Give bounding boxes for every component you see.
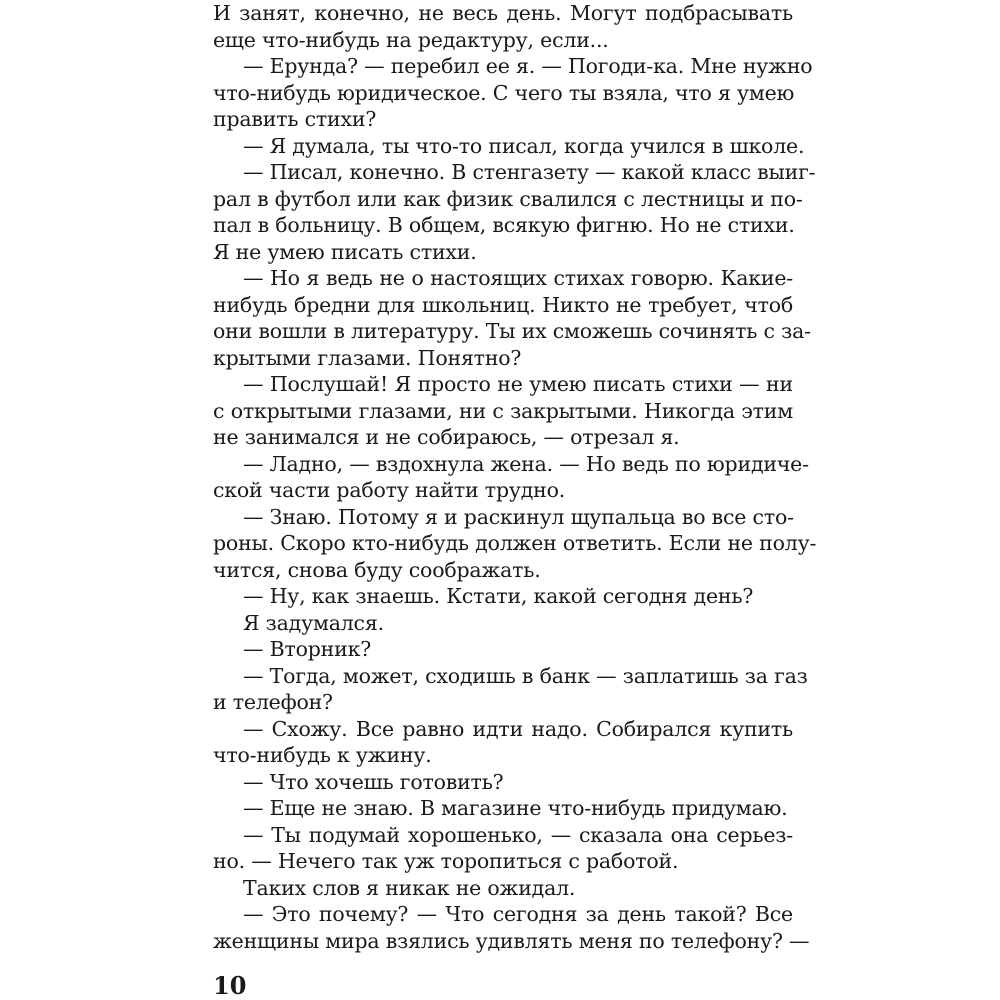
text-line: — Писал, конечно. В стенгазету — какой класс выиг-	[243, 160, 816, 184]
text-line: — Ну, как знаешь. Кстати, какой сегодня день?	[243, 584, 754, 608]
text-line: они вошли в литературу. Ты их сможешь сочинять с за-	[213, 319, 811, 343]
text-line: что-нибудь юридическое. С чего ты взяла, что я умею	[213, 80, 795, 105]
text-line: но. — Нечего так уж торопиться с работой.	[213, 849, 679, 873]
text-line: чится, снова буду соображать.	[213, 557, 541, 582]
text-line: — Еще не знаю. В магазине что-нибудь придумаю.	[243, 796, 788, 820]
text-line: с открытыми глазами, ни с закрытыми. Никогда этим	[213, 398, 793, 423]
text-line: — Схожу. Все равно идти надо. Собирался купить	[243, 716, 793, 741]
text-line: — Я думала, ты что-то писал, когда учился в школе.	[243, 133, 805, 158]
text-line: и телефон?	[213, 690, 333, 714]
text-line: что-нибудь к ужину.	[213, 743, 432, 767]
body-text	[213, 0, 817, 954]
text-line: Я задумался.	[243, 610, 384, 635]
text-line: женщины мира взялись удивлять меня по телефону? —	[213, 928, 810, 953]
text-line: — Знаю. Потому я и раскинул щупальца во все сто-	[243, 504, 794, 529]
text-line: Таких слов я никак не ожидал.	[243, 875, 576, 900]
text-line: править стихи?	[213, 107, 377, 131]
text-line: роны. Скоро кто-нибудь должен ответить. Если не полу-	[213, 531, 817, 555]
text-line: И занят, конечно, не весь день. Могут подбрасывать	[213, 1, 793, 25]
text-line: — Послушай! Я просто не умею писать стихи — ни	[243, 372, 793, 396]
text-line: не занимался и не собираюсь, — отрезал я.	[213, 425, 680, 449]
text-line: — Ерунда? — перебил ее я. — Погоди-ка. Мне нужно	[243, 54, 813, 78]
text-line: Я не умею писать стихи.	[213, 239, 477, 264]
text-line: крытыми глазами. Понятно?	[213, 345, 522, 370]
text-line: рал в футбол или как физик свалился с лестницы и по-	[213, 186, 803, 211]
text-line: — Ладно, — вздохнула жена. — Но ведь по юридиче-	[243, 451, 809, 476]
text-line: — Тогда, может, сходишь в банк — заплатишь за газ	[243, 663, 808, 688]
text-line: еще что-нибудь на редактуру, если...	[213, 27, 609, 52]
text-line: — Ты подумай хорошенько, — сказала она серьез-	[243, 822, 793, 847]
text-line: ской части работу найти трудно.	[213, 478, 566, 502]
text-line: — Что хочешь готовить?	[243, 769, 504, 794]
text-line: — Вторник?	[243, 637, 372, 661]
text-line: — Это почему? — Что сегодня за день такой? Все	[243, 902, 793, 926]
page-number: 10	[213, 971, 247, 1000]
text-line: — Но я ведь не о настоящих стихах говорю. Какие-	[243, 266, 793, 290]
text-line: пал в больницу. В общем, всякую фигню. Но не стихи.	[213, 213, 795, 237]
text-line: нибудь бредни для школьниц. Никто не требует, чтоб	[213, 292, 793, 317]
